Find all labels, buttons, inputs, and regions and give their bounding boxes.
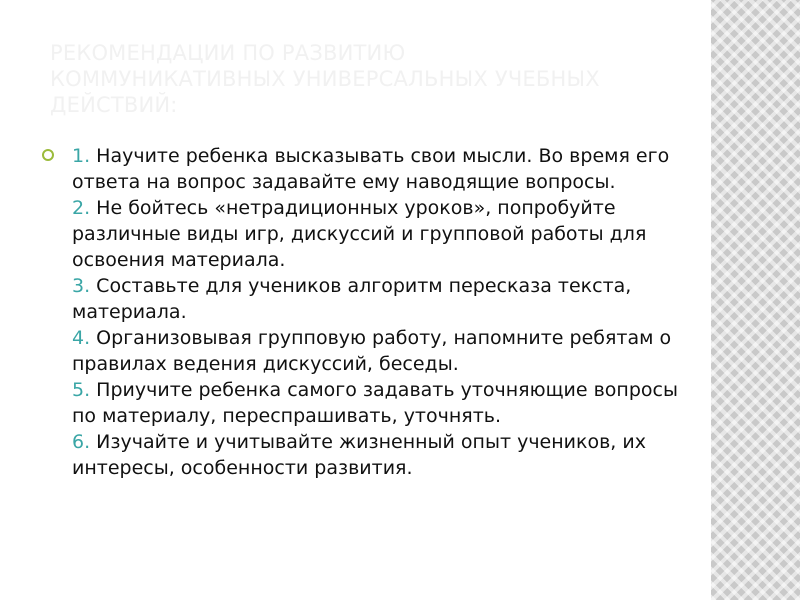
- item-number: 1.: [72, 145, 91, 167]
- list-item: [72, 325, 682, 377]
- recommendation-list: [72, 143, 682, 481]
- slide-title: РЕКОМЕНДАЦИИ ПО РАЗВИТИЮ КОММУНИКАТИВНЫХ УНИВЕРСАЛЬНЫХ УЧЕБНЫХ ДЕЙСТВИЙ:: [50, 41, 600, 117]
- list-item: [72, 143, 682, 195]
- circle-bullet-icon: [42, 149, 54, 161]
- slide-body: [42, 143, 682, 481]
- item-number: 5.: [72, 379, 91, 401]
- list-item: [72, 377, 682, 429]
- item-text: Составьте для учеников алгоритм пересказа текста, материала.: [72, 275, 632, 323]
- item-text: Не бойтесь «нетрадиционных уроков», попробуйте различные виды игр, дискуссий и групповой работы для освоения материала.: [72, 197, 647, 271]
- item-number: 3.: [72, 275, 91, 297]
- item-text: Организовывая групповую работу, напомните ребятам о правилах ведения дискуссий, беседы.: [72, 327, 672, 375]
- item-number: 4.: [72, 327, 91, 349]
- item-text: Научите ребенка высказывать свои мысли. Во время его ответа на вопрос задавайте ему наводящие вопросы.: [72, 145, 670, 193]
- list-item: [72, 195, 682, 273]
- item-number: 6.: [72, 431, 91, 453]
- list-item: [72, 429, 682, 481]
- list-item: [72, 273, 682, 325]
- item-text: Изучайте и учитывайте жизненный опыт учеников, их интересы, особенности развития.: [72, 431, 646, 479]
- decorative-side-band: [711, 0, 800, 600]
- item-text: Приучите ребенка самого задавать уточняющие вопросы по материалу, переспрашивать, уточнять.: [72, 379, 678, 427]
- item-number: 2.: [72, 197, 91, 219]
